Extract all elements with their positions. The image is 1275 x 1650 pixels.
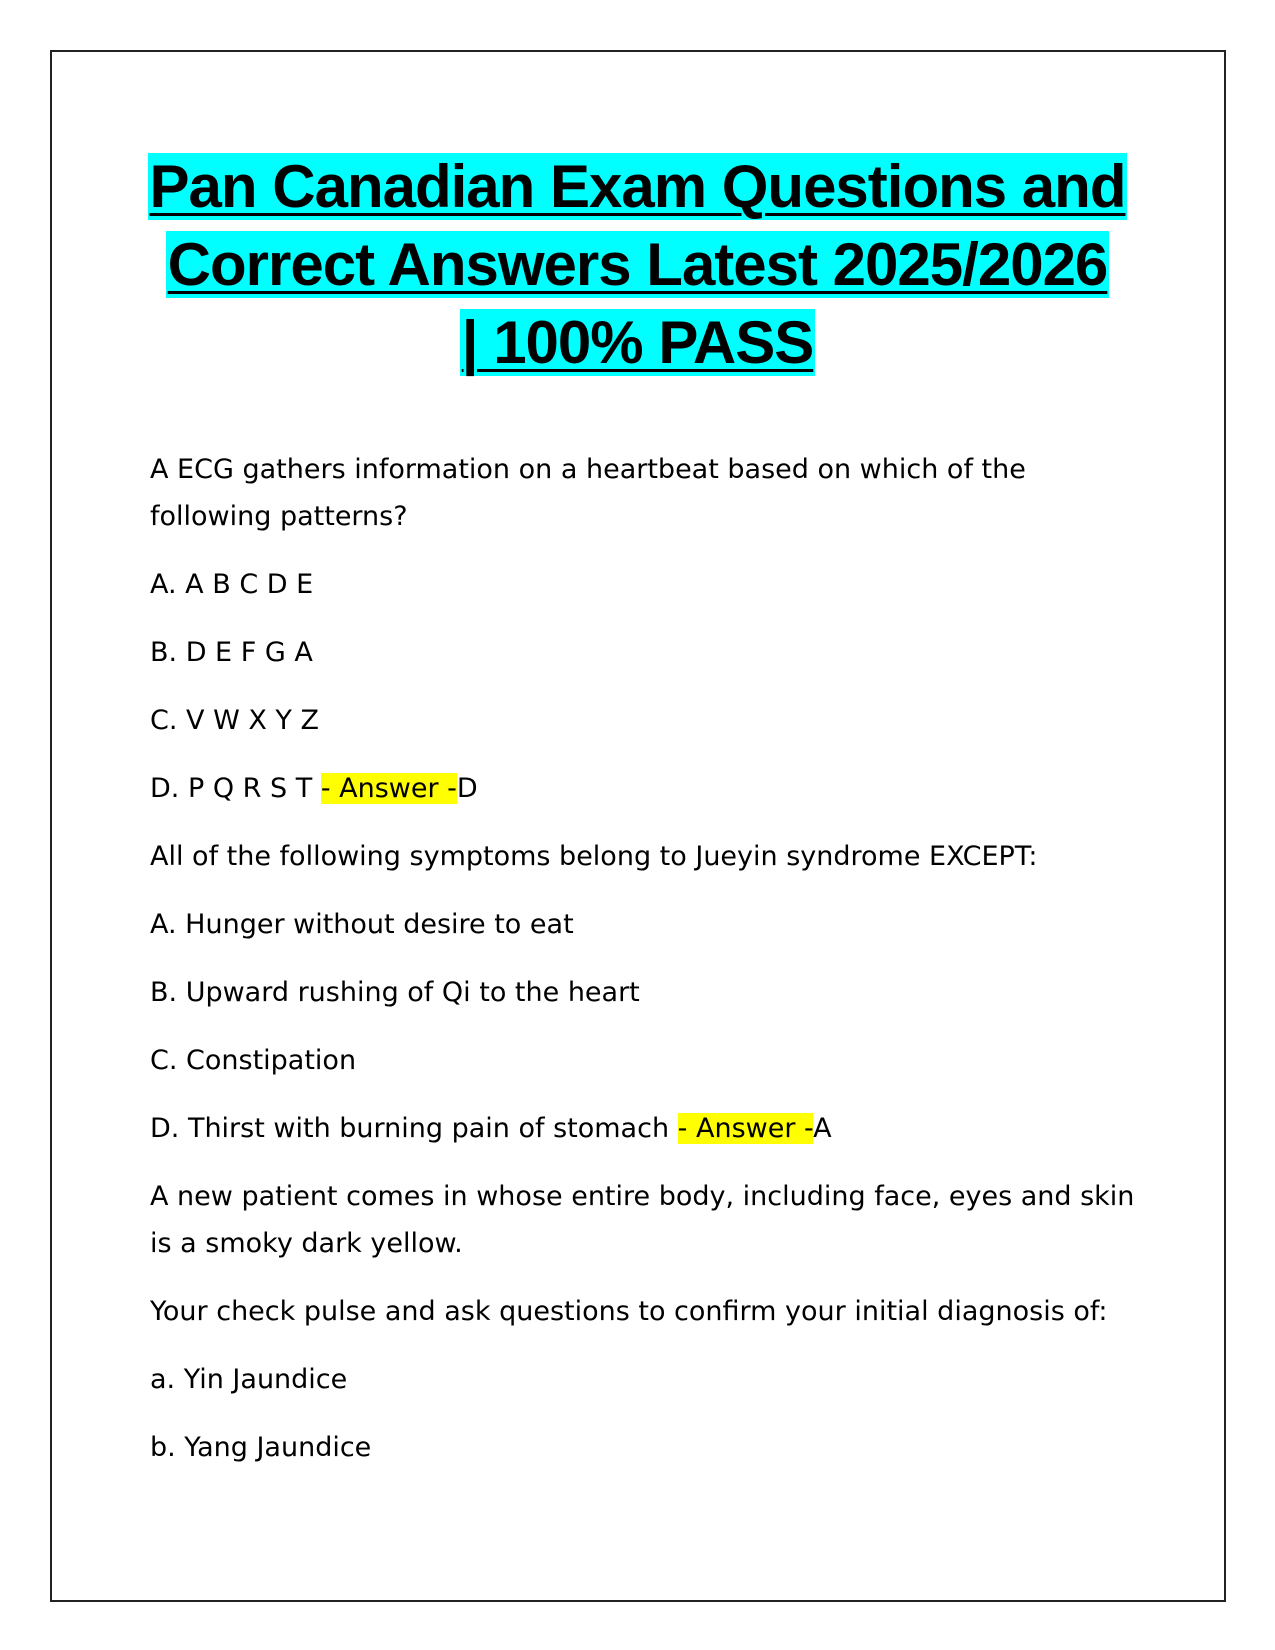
question-3-option-a: a. Yin Jaundice (150, 1364, 348, 1395)
document-body (150, 446, 1140, 1492)
question-1-answer: D (456, 773, 478, 804)
question-2-option-c: C. Constipation (150, 1045, 357, 1076)
title-line-1: Pan Canadian Exam Questions and (149, 153, 1126, 220)
question-2-answer: A (813, 1113, 832, 1144)
question-1-option-b: B. D E F G A (150, 637, 313, 668)
question-2-answer-label: - Answer - (677, 1113, 814, 1144)
question-3-option-b: b. Yang Jaundice (150, 1432, 372, 1463)
question-1-answer-label: - Answer - (320, 773, 457, 804)
question-1-option-a: A. A B C D E (150, 569, 314, 600)
title-line-3: | 100% PASS (461, 309, 814, 376)
question-1-option-d: D. P Q R S T (150, 773, 313, 804)
question-2-option-b: B. Upward rushing of Qi to the heart (150, 977, 640, 1008)
question-1-option-c: C. V W X Y Z (150, 705, 320, 736)
title-line-2: Correct Answers Latest 2025/2026 (167, 231, 1108, 298)
question-2-text: All of the following symptoms belong to Jueyin syndrome EXCEPT: (150, 841, 1038, 872)
document-title (120, 148, 1155, 382)
question-2-option-d-row (150, 1105, 1140, 1152)
question-3-followup: Your check pulse and ask questions to confirm your initial diagnosis of: (150, 1296, 1108, 1327)
question-1-text: A ECG gathers information on a heartbeat based on which of the following patterns? (150, 454, 1026, 532)
question-2-option-d: D. Thirst with burning pain of stomach (150, 1113, 670, 1144)
question-3-text: A new patient comes in whose entire body, including face, eyes and skin is a smoky dark yellow. (150, 1181, 1135, 1259)
question-2-option-a: A. Hunger without desire to eat (150, 909, 574, 940)
question-1-option-d-row (150, 765, 1140, 812)
